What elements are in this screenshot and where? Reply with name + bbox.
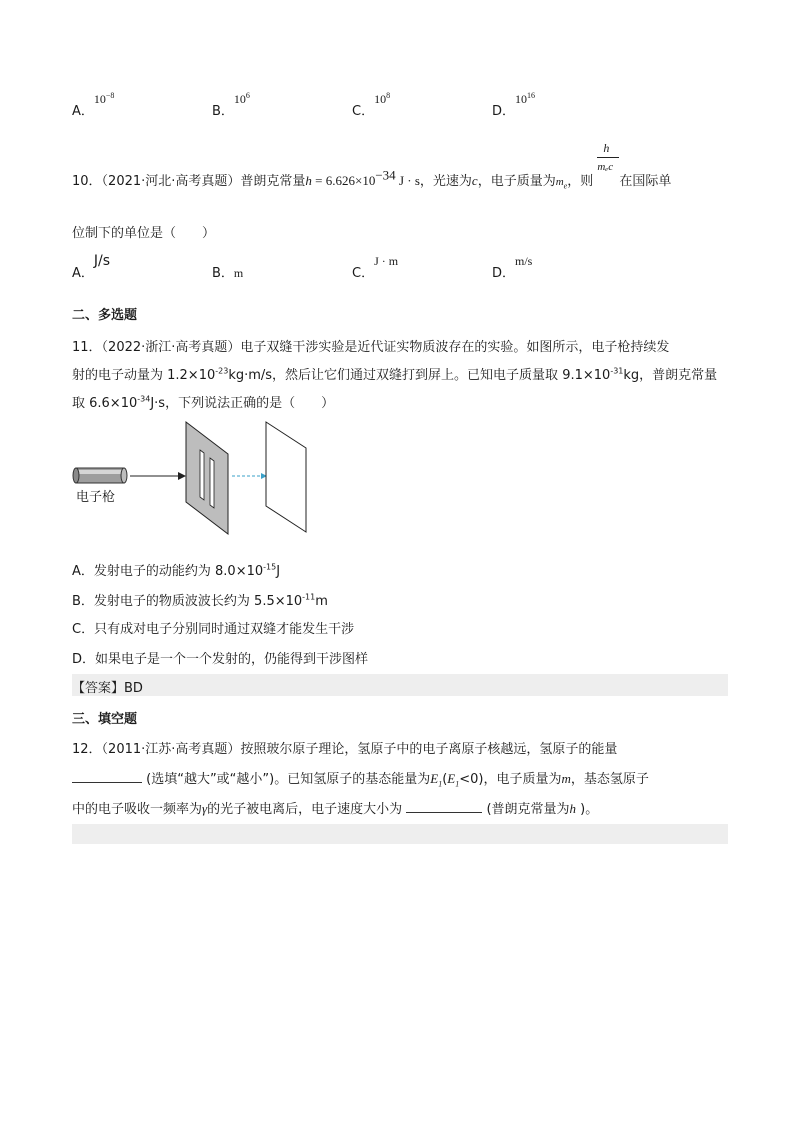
q11-option-a[interactable]: A．发射电子的动能约为 $8.0\times 10^{-15}J$ xyxy=(72,562,281,579)
dashed-arrow-icon xyxy=(232,473,267,479)
q11-answer-bar xyxy=(72,674,728,696)
q10-option-c[interactable]: C．J · m xyxy=(352,254,399,281)
electron-gun-label: 电子枪 xyxy=(76,490,116,505)
q10-option-a[interactable]: A．J/s xyxy=(72,253,111,281)
q10-stem-line2: 位制下的单位是（ ） xyxy=(72,226,216,241)
q10-option-d[interactable]: D．m/s xyxy=(492,254,533,281)
q9-option-c[interactable]: C．$10^8$ xyxy=(352,91,391,119)
q9-option-b[interactable]: B．$10^6$ xyxy=(212,91,250,119)
double-slit-figure xyxy=(72,420,312,535)
h-over-mec-fraction: $\frac{h}{\text{mₑc}}$ xyxy=(597,171,619,185)
q10-options xyxy=(72,253,728,288)
double-slit-diagram xyxy=(72,420,312,535)
q9-option-a[interactable]: A．$10^{-8}$ xyxy=(72,91,115,119)
q11-answer: 【答案】BD xyxy=(72,681,143,696)
q9-options xyxy=(72,91,728,126)
q11-stem-line1: 11．（2022·浙江·高考真题）电子双缝干涉实验是近代证实物质波存在的实验。如图所示，电子枪持续发 xyxy=(72,340,670,355)
section-title-multiple-choice: 二、多选题 xyxy=(72,308,138,323)
q10-option-b[interactable]: B．m xyxy=(212,266,244,281)
q12-blank-1[interactable] xyxy=(72,770,142,783)
beam-arrow-icon xyxy=(130,472,186,480)
electron-gun-icon xyxy=(73,468,127,483)
section-title-fill-blank: 三、填空题 xyxy=(72,712,138,727)
q10-stem-line1: 10．（2021·河北·高考真题）普朗克常量$h = 6.626\times 10^{-34}$ J · s，光速为c，电子质量为$m_e$，则 $\frac{h}{\text{mₑc}}$ 在国际单 xyxy=(72,141,672,191)
q11-option-b[interactable]: B．发射电子的物质波波长约为 $5.5\times 10^{-11}m$ xyxy=(72,592,328,609)
slit-plate-icon xyxy=(186,422,228,534)
q11-option-d[interactable]: D．如果电子是一个一个发射的，仍能得到干涉图样 xyxy=(72,652,369,667)
q12-stem-line3: 中的电子吸收一频率为γ的光子被电离后，电子速度大小为 (普朗克常量为h )。 xyxy=(72,801,599,817)
q12-answer-bar xyxy=(72,824,728,844)
screen-icon xyxy=(266,422,306,532)
q11-stem-line3: 取 $6.6\times 10^{-34}J\cdot s$，下列说法正确的是（ ） xyxy=(72,394,335,411)
q11-stem-line2: 射的电子动量为 $1.2\times 10^{-23}kg\cdot m/s$，然后让它们通过双缝打到屏上。已知电子质量取 $9.1\times 10^{-31}kg$，普朗克常量 xyxy=(72,366,718,383)
q12-stem-line2: (选填“越大”或“越小”)。已知氢原子的基态能量为$E_1(E_1<0)$，电子质量为m，基态氢原子 xyxy=(72,768,649,789)
q9-option-d[interactable]: D．$10^{16}$ xyxy=(492,91,536,119)
q12-blank-2[interactable] xyxy=(406,800,482,813)
q12-stem-line1: 12．（2011·江苏·高考真题）按照玻尔原子理论，氢原子中的电子离原子核越远，氢原子的能量 xyxy=(72,742,618,757)
q11-option-c[interactable]: C．只有成对电子分别同时通过双缝才能发生干涉 xyxy=(72,622,355,637)
